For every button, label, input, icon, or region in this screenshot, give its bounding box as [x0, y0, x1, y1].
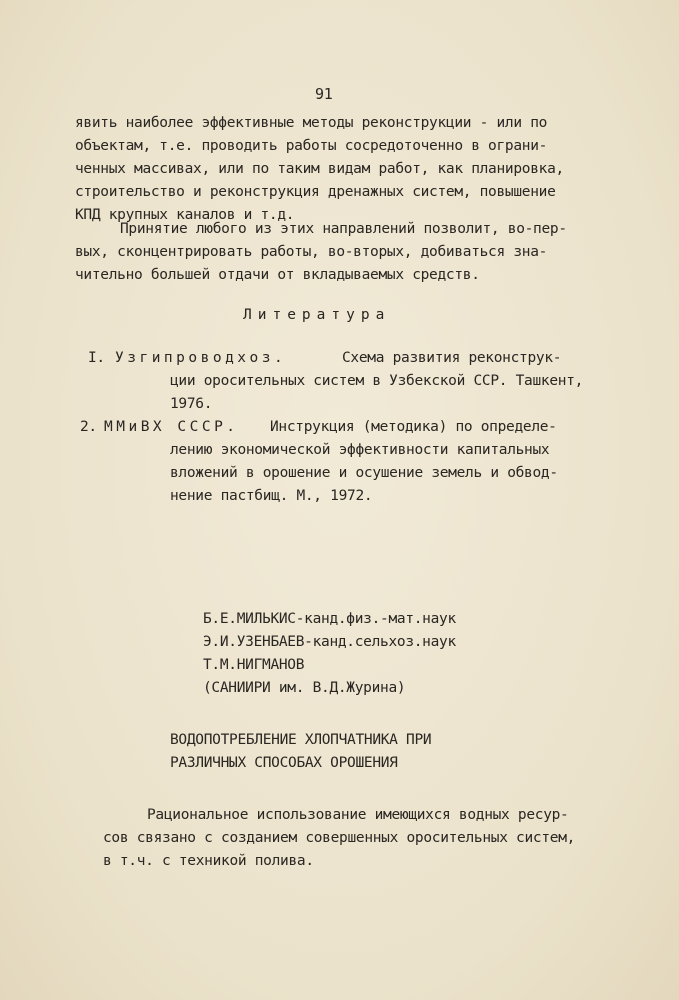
reference-line: вложений в орошение и осушение земель и обвод-: [170, 465, 558, 481]
reference-line: ции оросительных систем в Узбекской ССР. Ташкент,: [170, 373, 584, 389]
paragraph-line: объектам, т.е. проводить работы сосредоточенно в ограни-: [75, 138, 548, 154]
paragraph-line: явить наиболее эффективные методы реконструкции - или по: [75, 115, 548, 131]
paragraph-line: строительство и реконструкция дренажных систем, повышение: [75, 184, 556, 200]
reference-number: 2.: [80, 419, 97, 435]
paragraph-line: Рациональное использование имеющихся водных ресур-: [147, 807, 569, 823]
author-affiliation: (САНИИРИ им. В.Д.Журина): [203, 680, 406, 696]
paragraph-line: чительно большей отдачи от вкладываемых средств.: [75, 267, 480, 283]
reference-line: Схема развития реконструк-: [342, 350, 562, 366]
reference-line: нение пастбищ. М., 1972.: [170, 488, 373, 504]
paragraph-line: вых, сконцентрировать работы, во-вторых, добиваться зна-: [75, 244, 548, 260]
literature-heading: Литература: [243, 307, 391, 323]
paragraph-line: КПД крупных каналов и т.д.: [75, 207, 295, 223]
paragraph-line: сов связано с созданием совершенных оросительных систем,: [103, 830, 576, 846]
paragraph-line: ченных массивах, или по таким видам работ, как планировка,: [75, 161, 564, 177]
reference-line: лению экономической эффективности капитальных: [170, 442, 550, 458]
page-number: 91: [315, 85, 333, 103]
reference-author: ММиВХ СССР.: [104, 419, 239, 435]
reference-line: Инструкция (методика) по определе-: [270, 419, 557, 435]
author-line: Э.И.УЗЕНБАЕВ-канд.сельхоз.наук: [203, 634, 456, 650]
reference-line: 1976.: [170, 396, 213, 412]
paragraph-line: Принятие любого из этих направлений позволит, во-пер-: [120, 221, 567, 237]
author-line: Б.Е.МИЛЬКИС-канд.физ.-мат.наук: [203, 611, 456, 627]
author-line: Т.М.НИГМАНОВ: [203, 657, 305, 673]
paragraph-line: в т.ч. с техникой полива.: [103, 853, 314, 869]
article-title: ВОДОПОТРЕБЛЕНИЕ ХЛОПЧАТНИКА ПРИ: [170, 732, 432, 748]
article-title: РАЗЛИЧНЫХ СПОСОБАХ ОРОШЕНИЯ: [170, 755, 398, 771]
reference-author: Узгипроводхоз.: [115, 350, 287, 366]
reference-number: I.: [88, 350, 105, 366]
